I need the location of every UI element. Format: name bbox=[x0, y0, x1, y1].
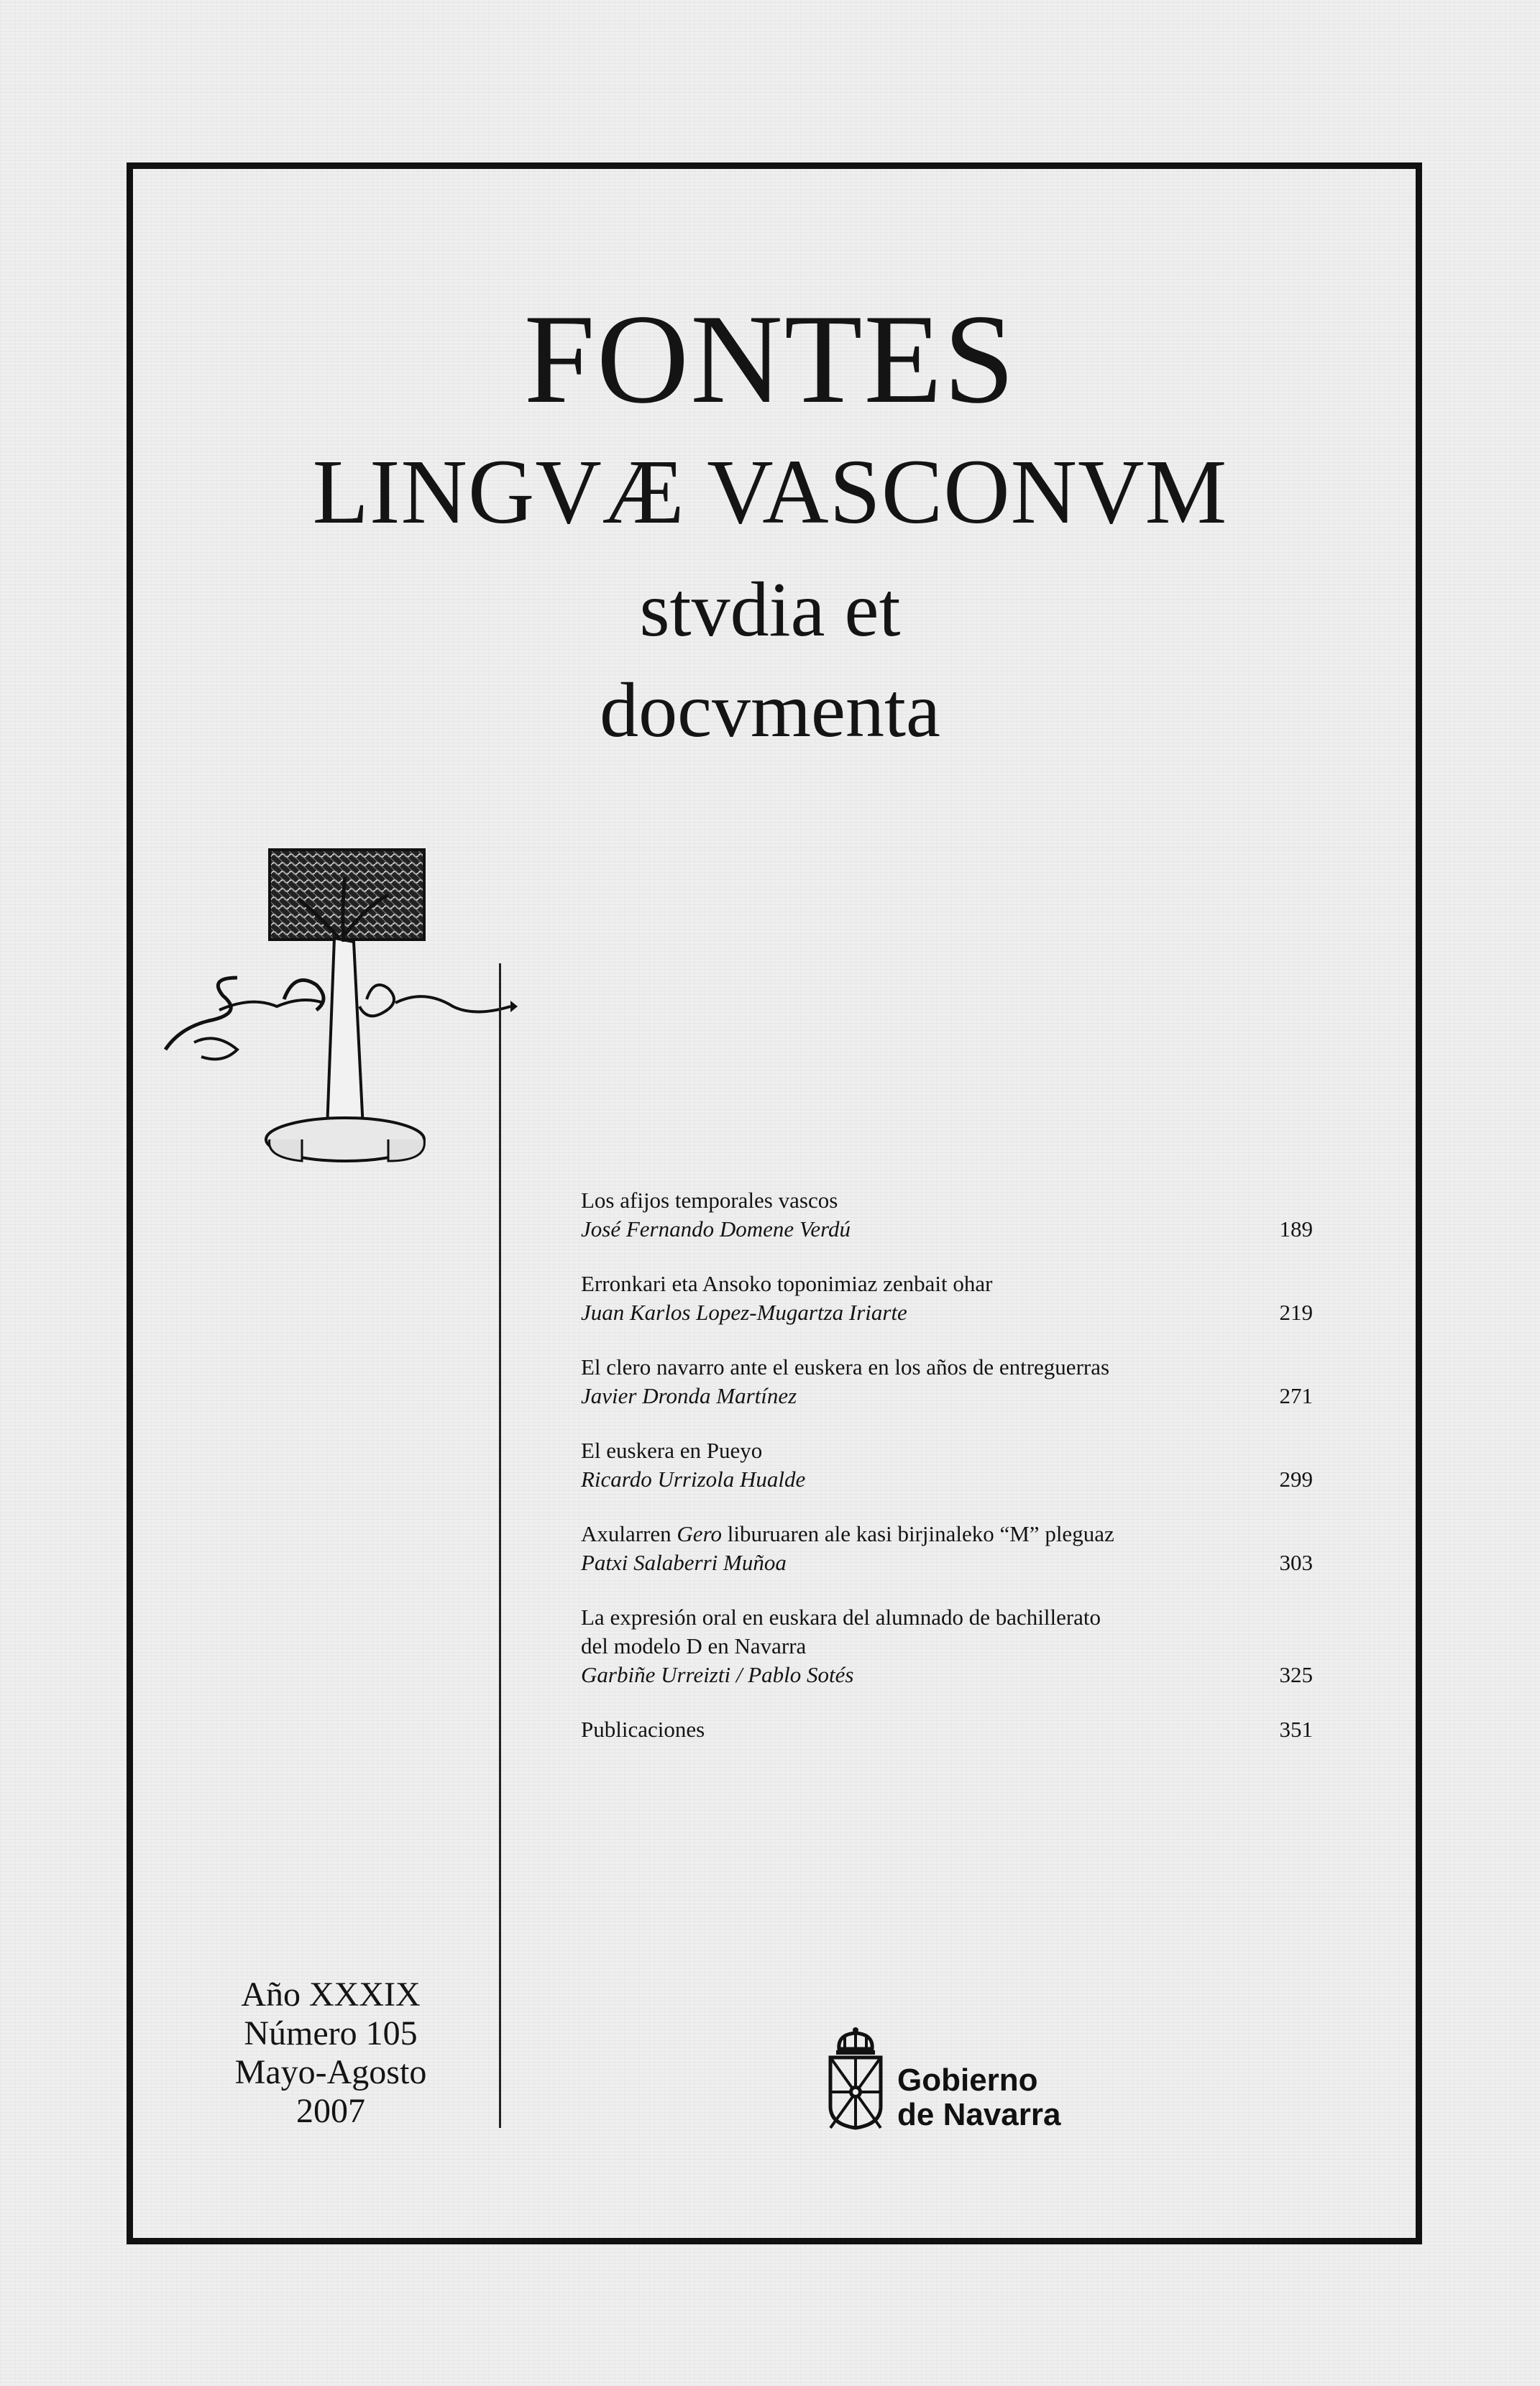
toc-entry bbox=[581, 1520, 1313, 1577]
publisher-name bbox=[897, 2063, 1060, 2132]
toc-article-title-line1: La expresión oral en euskara del alumnado de bachillerato bbox=[581, 1605, 1101, 1630]
toc-entry bbox=[581, 1186, 1313, 1244]
publisher-name-line1: Gobierno bbox=[897, 2062, 1038, 2098]
toc-entry bbox=[581, 1715, 1313, 1744]
journal-subtitle: LINGVÆ VASCONVM bbox=[312, 441, 1228, 543]
toc-title-part: Axularren bbox=[581, 1521, 677, 1546]
toc-article-author: Juan Karlos Lopez-Mugartza Iriarte bbox=[581, 1300, 907, 1325]
toc-article-title: El clero navarro ante el euskera en los años de entreguerras bbox=[581, 1354, 1110, 1380]
issue-info bbox=[173, 1976, 489, 2131]
toc-article-author: Patxi Salaberri Muñoa bbox=[581, 1550, 787, 1575]
toc-article-author: Javier Dronda Martínez bbox=[581, 1383, 797, 1408]
toc-page-number: 299 bbox=[1279, 1467, 1313, 1492]
toc-title-part: liburuaren ale kasi birjinaleko “M” pleguaz bbox=[721, 1521, 1114, 1546]
toc-page-number: 325 bbox=[1279, 1662, 1313, 1687]
toc-article-title: El euskera en Pueyo bbox=[581, 1438, 763, 1463]
toc-article-author: José Fernando Domene Verdú bbox=[581, 1216, 851, 1242]
toc-article-author: Ricardo Urrizola Hualde bbox=[581, 1467, 806, 1492]
navarra-crest-icon bbox=[823, 2027, 888, 2135]
journal-tagline-line2: docvmenta bbox=[600, 668, 940, 753]
toc-section-title: Publicaciones bbox=[581, 1717, 705, 1742]
issue-number: Número 105 bbox=[244, 2014, 418, 2052]
issue-period: Mayo-Agosto bbox=[234, 2053, 427, 2091]
toc-page-number: 351 bbox=[1279, 1717, 1313, 1742]
toc-article-author: Garbiñe Urreizti / Pablo Sotés bbox=[581, 1662, 854, 1687]
toc-article-title-line2: del modelo D en Navarra bbox=[581, 1633, 807, 1658]
journal-tagline-line1: stvdia et bbox=[639, 567, 901, 653]
publisher-name-line2: de Navarra bbox=[897, 2097, 1061, 2132]
toc-entry bbox=[581, 1603, 1313, 1689]
toc-article-title: Los afijos temporales vascos bbox=[581, 1188, 838, 1213]
issue-year: Año XXXIX bbox=[241, 1976, 421, 2014]
publisher-logo bbox=[823, 2027, 1111, 2135]
toc-page-number: 271 bbox=[1279, 1383, 1313, 1408]
toc-entry bbox=[581, 1270, 1313, 1327]
toc-article-title: Erronkari eta Ansoko toponimiaz zenbait ohar bbox=[581, 1271, 993, 1296]
tree-emblem-icon bbox=[151, 834, 539, 1165]
issue-date: 2007 bbox=[296, 2092, 365, 2130]
toc-page-number: 189 bbox=[1279, 1216, 1313, 1242]
toc-article-title bbox=[581, 1520, 1313, 1548]
toc-title-italic-part: Gero bbox=[677, 1521, 722, 1546]
table-of-contents bbox=[581, 1186, 1313, 1770]
vertical-divider bbox=[499, 963, 501, 2128]
toc-page-number: 303 bbox=[1279, 1550, 1313, 1575]
toc-entry bbox=[581, 1436, 1313, 1494]
journal-title: FONTES bbox=[523, 288, 1017, 430]
toc-entry bbox=[581, 1353, 1313, 1410]
toc-page-number: 219 bbox=[1279, 1300, 1313, 1325]
